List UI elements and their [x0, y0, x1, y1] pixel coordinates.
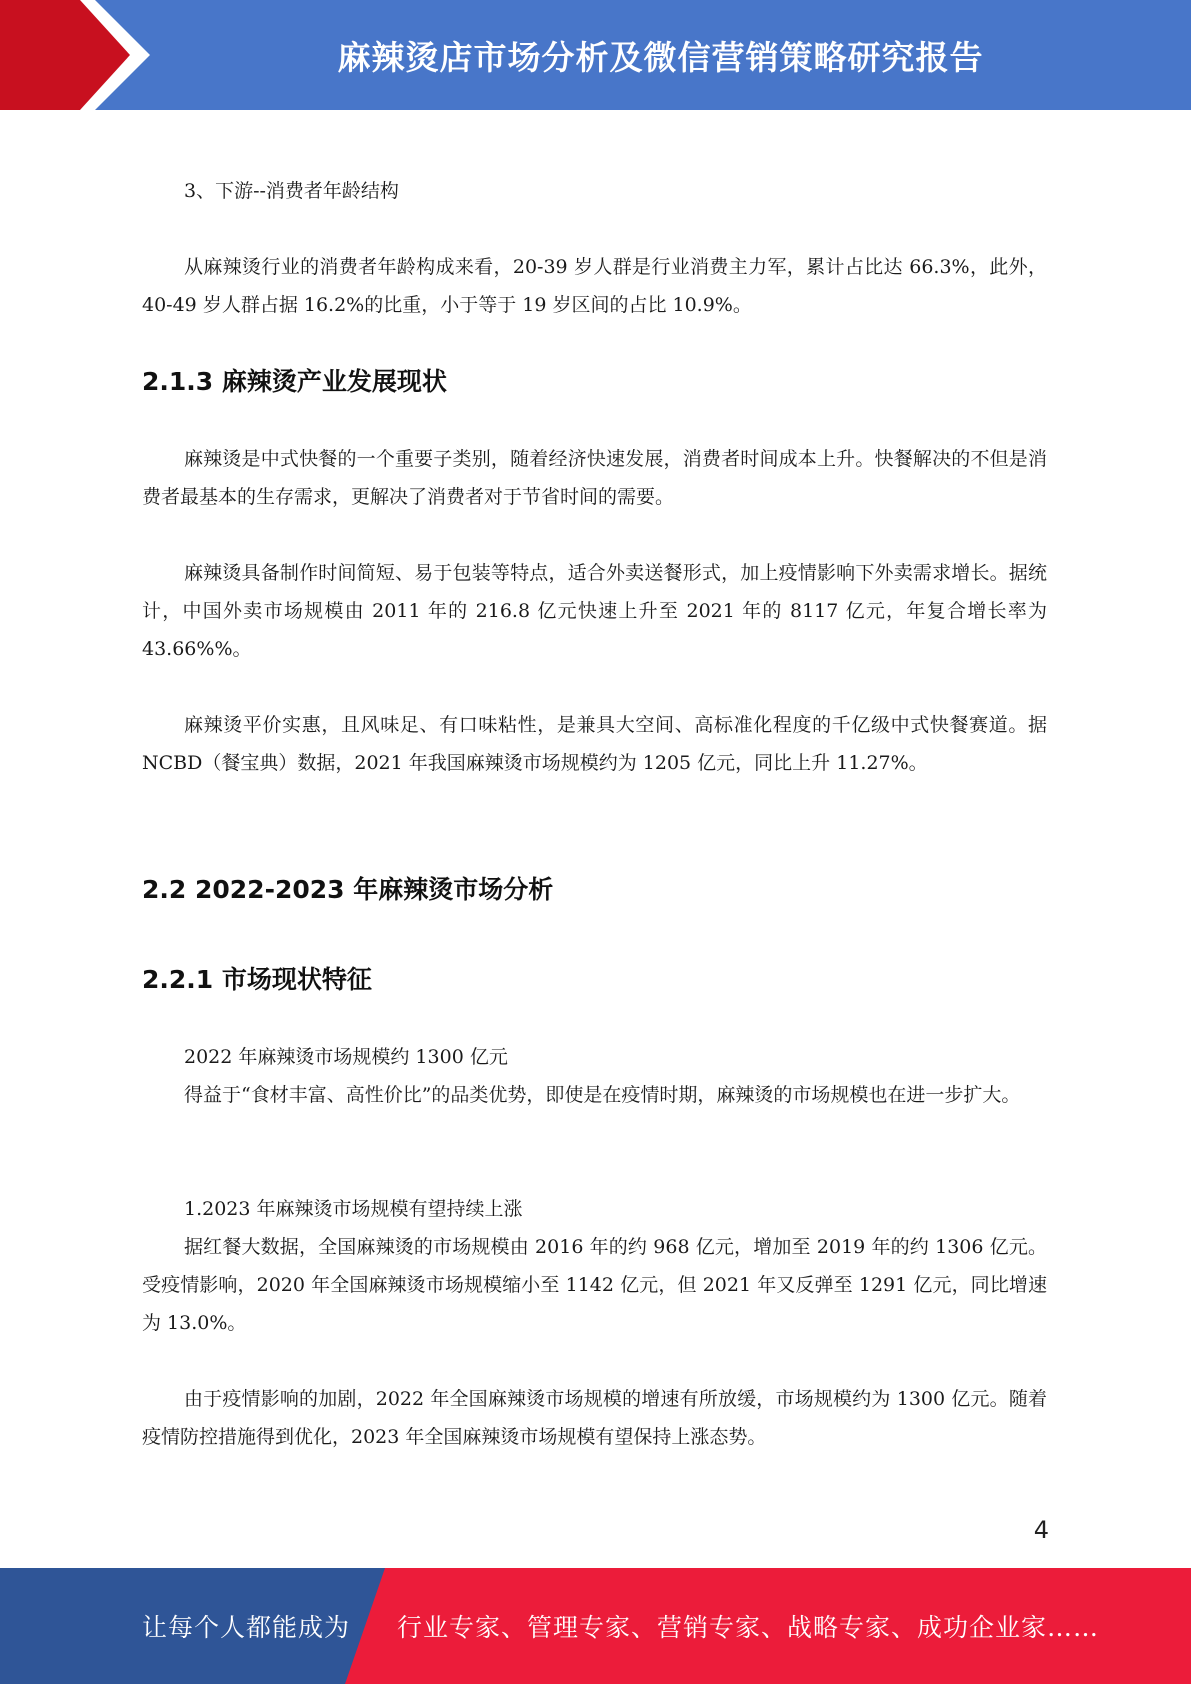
paragraph-2022-2023-outlook: 由于疫情影响的加剧，2022 年全国麻辣烫市场规模的增速有所放缓，市场规模约为 1300 亿元。随着疫情防控措施得到优化，2023 年全国麻辣烫市场规模有望保持上涨态势。: [142, 1388, 1047, 1448]
subheading-downstream-age: 3、下游--消费者年龄结构: [184, 180, 399, 202]
footer-slogan-left: 让每个人都能成为: [142, 1613, 351, 1642]
heading-2-2-1: 2.2.1 市场现状特征: [142, 965, 372, 994]
page-number: 4: [1033, 1516, 1049, 1544]
page-footer: [0, 1568, 1191, 1684]
paragraph-market-size-history: 据红餐大数据，全国麻辣烫的市场规模由 2016 年的约 968 亿元，增加至 2019 年的约 1306 亿元。受疫情影响，2020 年全国麻辣烫市场规模缩小至 1142 亿元，但 2021 年又反弹至 1291 亿元，同比增速为 13.0%。: [142, 1236, 1047, 1334]
paragraph-category-advantage: 得益于“食材丰富、高性价比”的品类优势，即使是在疫情时期，麻辣烫的市场规模也在进一步扩大。: [184, 1084, 1021, 1106]
paragraph-industry-status-3: 麻辣烫平价实惠，且风味足、有口味粘性，是兼具大空间、高标准化程度的千亿级中式快餐赛道。据 NCBD（餐宝典）数据，2021 年我国麻辣烫市场规模约为 1205 亿元，同比上升 11.27%。: [142, 714, 1047, 774]
subheading-2023-growth: 1.2023 年麻辣烫市场规模有望持续上涨: [184, 1198, 523, 1220]
heading-2-1-3: 2.1.3 麻辣烫产业发展现状: [142, 367, 447, 396]
paragraph-industry-status-1: 麻辣烫是中式快餐的一个重要子类别，随着经济快速发展，消费者时间成本上升。快餐解决的不但是消费者最基本的生存需求，更解决了消费者对于节省时间的需要。: [142, 448, 1047, 508]
report-title: 麻辣烫店市场分析及微信营销策略研究报告: [337, 37, 984, 77]
footer-slogan-right: 行业专家、管理专家、营销专家、战略专家、成功企业家……: [397, 1613, 1100, 1642]
paragraph-industry-status-2: 麻辣烫具备制作时间简短、易于包装等特点，适合外卖送餐形式，加上疫情影响下外卖需求增长。据统计，中国外卖市场规模由 2011 年的 216.8 亿元快速上升至 2021 年的 8117 亿元，年复合增长率为 43.66%%。: [142, 562, 1047, 660]
paragraph-age-structure: 从麻辣烫行业的消费者年龄构成来看，20-39 岁人群是行业消费主力军，累计占比达 66.3%，此外，40-49 岁人群占据 16.2%的比重，小于等于 19 岁区间的占比 10.9%。: [142, 256, 1047, 316]
heading-2-2: 2.2 2022-2023 年麻辣烫市场分析: [142, 875, 554, 904]
line-2022-market-size: 2022 年麻辣烫市场规模约 1300 亿元: [184, 1046, 508, 1068]
page-header: [0, 0, 1191, 110]
